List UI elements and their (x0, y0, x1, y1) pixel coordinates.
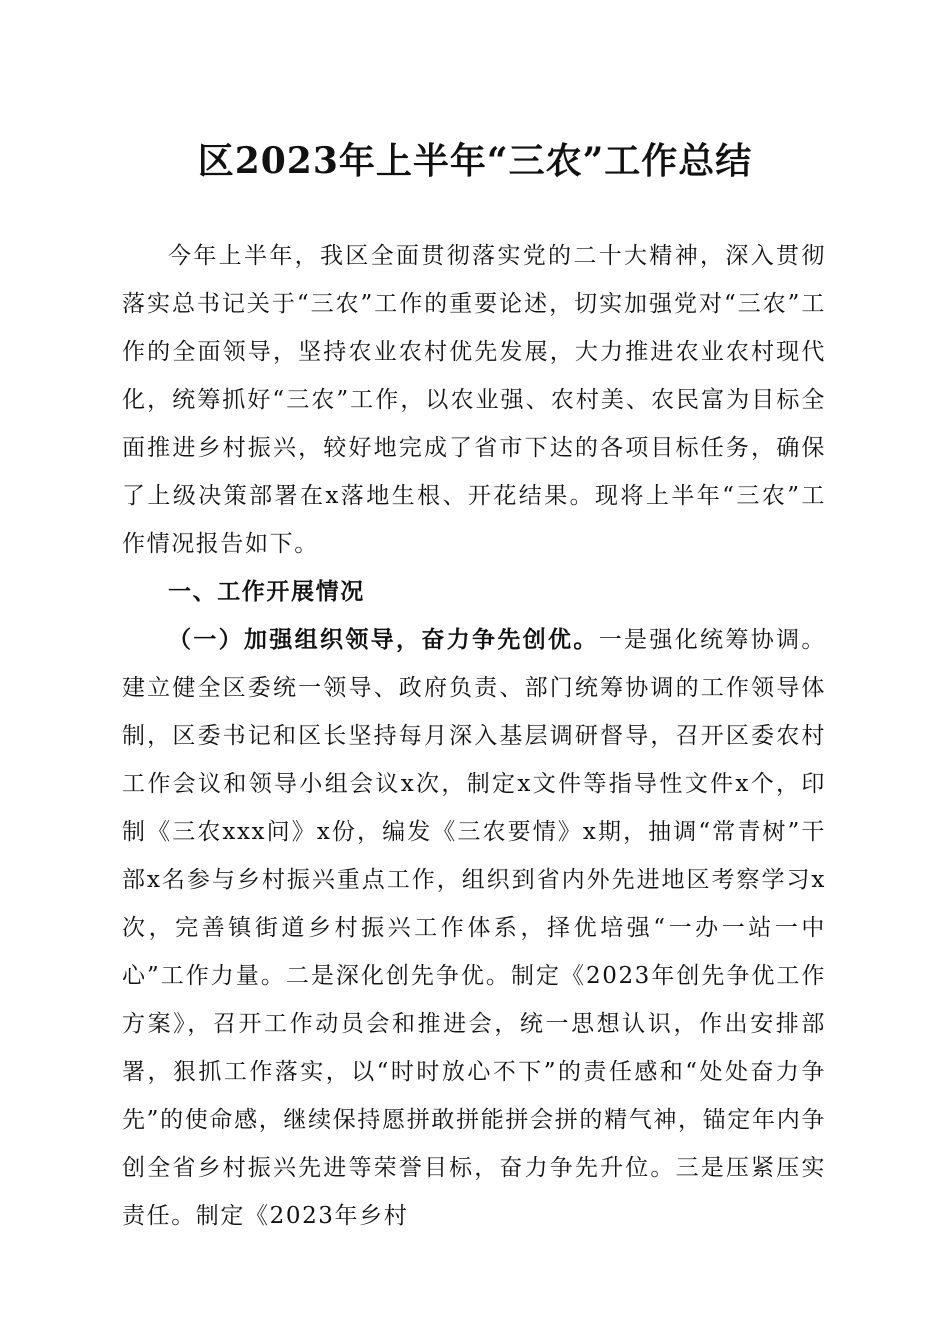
document-title: 区2023年上半年“三农”工作总结 (197, 140, 753, 182)
intro-paragraph: 今年上半年，我区全面贯彻落实党的二十大精神，深入贯彻落实总书记关于“三农”工作的重要论述，切实加强党对“三农”工作的全面领导，坚持农业农村优先发展，大力推进农业农村现代化，统筹抓好“三农”工作，以农业强、农村美、农民富为目标全面推进乡村振兴，较好地完成了省市下达的各项目标任务，确保了上级决策部署在x落地生根、开花结果。现将上半年“三农”工作情况报告如下。 (122, 243, 826, 557)
subsection-text: 一是强化统筹协调。建立健全区委统一领导、政府负责、部门统筹协调的工作领导体制，区委书记和区长坚持每月深入基层调研督导，召开区委农村工作会议和领导小组会议x次，制定x文件等指导性文件x个，印制《三农xxx问》x份，编发《三农要情》x期，抽调“常青树”干部x名参与乡村振兴重点工作，组织到省内外先进地区考察学习x次，完善镇街道乡村振兴工作体系，择优培强“一办一站一中心”工作力量。二是深化创先争优。制定《2023年创先争优工作方案》，召开工作动员会和推进会，统一思想认识，作出安排部署，狠抓工作落实，以“时时放心不下”的责任感和“处处奋力争先”的使命感，继续保持愿拼敢拼能拼会拼的精气神，锚定年内争创全省乡村振兴先进等荣誉目标，奋力争先升位。三是压紧压实责任。制定《2023年乡村 (122, 627, 827, 1229)
section-heading: 一、工作开展情况 (168, 579, 365, 605)
document-body (122, 232, 826, 1240)
subsection-heading: （一）加强组织领导，奋力争先创优。 (168, 626, 599, 653)
subsection-paragraph (122, 616, 826, 1240)
